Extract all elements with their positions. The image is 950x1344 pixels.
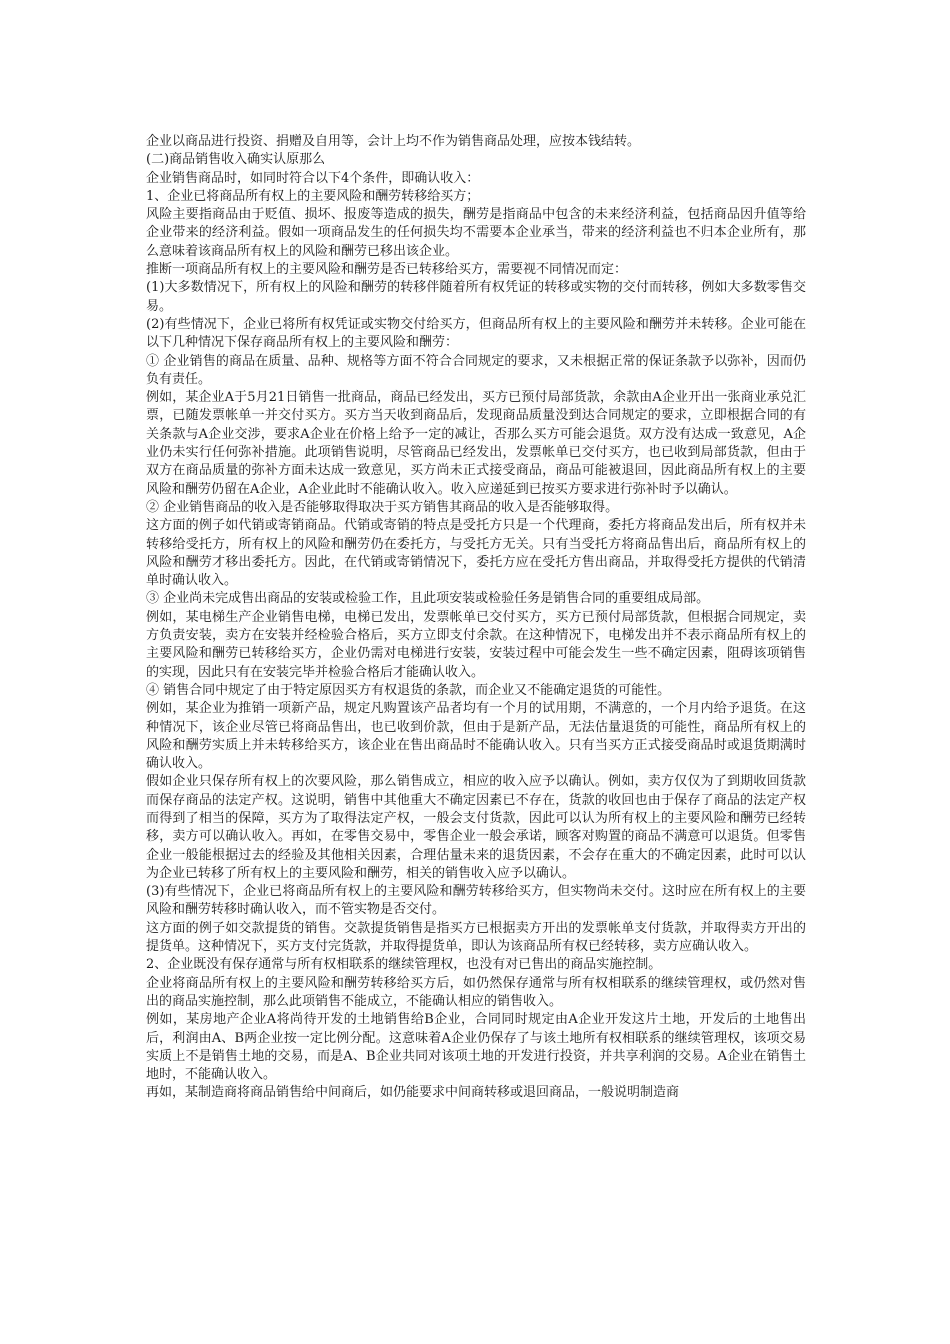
paragraph: ① 企业销售的商品在质量、品种、规格等方面不符合合同规定的要求，又未根据正常的保证条款予以弥补，因而仍负有责任。 xyxy=(146,353,806,387)
paragraph: 企业以商品进行投资、捐赠及自用等，会计上均不作为销售商品处理，应按本钱结转。 xyxy=(146,134,641,149)
condition-heading: 1、企业已将商品所有权上的主要风险和酬劳转移给买方； xyxy=(146,188,480,204)
paragraph: 推断一项商品所有权上的主要风险和酬劳是否已转移给买方，需要视不同情况而定： xyxy=(146,262,628,278)
paragraph: (2)有些情况下，企业已将所有权凭证或实物交付给买方，但商品所有权上的主要风险和酬劳并未转移。企业可能在以下几种情况下保存商品所有权上的主要风险和酬劳： xyxy=(146,316,806,351)
paragraph: ④ 销售合同中规定了由于特定原因买方有权退货的条款，而企业又不能确定退货的可能性。 xyxy=(146,682,671,698)
paragraph: 再如，某制造商将商品销售给中间商后，如仍能要求中间商转移或退回商品，一般说明制造商 xyxy=(146,1085,680,1101)
paragraph: 例如，某电梯生产企业销售电梯，电梯已发出，发票帐单已交付买方，买方已预付局部货款，但根据合同规定，卖方负责安装，卖方在安装并经检验合格后，买方立即支付余款。在这种情况下，电梯发出并不表示商品所有权上的主要风险和酬劳已转移给买方，企业仍需对电梯进行安装，安装过程中可能会发生一些不确定因素，阻碍该项销售的实现，因此只有在安装完毕并检验合格后才能确认收入。 xyxy=(146,609,806,680)
paragraph: 例如，某企业A于5月21日销售一批商品，商品已经发出，买方已预付局部货款，余款由A企业开出一张商业承兑汇票，已随发票帐单一并交付买方。买方当天收到商品后，发现商品质量没到达合同规定的要求，立即根据合同的有关条款与A企业交涉，要求A企业在价格上给予一定的减让，否那么买方可能会退货。双方没有达成一致意见，A企业仍未实行任何弥补措施。此项销售说明，尽管商品已经发出，发票帐单已交付买方，也已收到局部货款，但由于双方在商品质量的弥补方面未达成一致意见，买方尚未正式接受商品，商品可能被退回，因此商品所有权上的主要风险和酬劳仍留在A企业，A企业此时不能确认收入。收入应递延到已按买方要求进行弥补时予以确认。 xyxy=(146,390,806,497)
paragraph: 这方面的例子如代销或寄销商品。代销或寄销的特点是受托方只是一个代理商，委托方将商品发出后，所有权并未转移给受托方，所有权上的风险和酬劳仍在委托方，与受托方无关。只有当受托方将商品售出后，商品所有权上的风险和酬劳才移出委托方。因此，在代销或寄销情况下，委托方应在受托方售出商品，并取得受托方提供的代销清单时确认收入。 xyxy=(146,518,806,589)
paragraph: 例如，某企业为推销一项新产品，规定凡购置该产品者均有一个月的试用期，不满意的，一个月内给予退货。在这种情况下，该企业尽管已将商品售出，也已收到价款，但由于是新产品，无法估量退货的可能性，商品所有权上的风险和酬劳实质上并未转移给买方，该企业在售出商品时不能确认收入。只有当买方正式接受商品时或退货期满时确认收入。 xyxy=(146,701,806,772)
paragraph: ② 企业销售商品的收入是否能够取得取决于买方销售其商品的收入是否能够取得。 xyxy=(146,499,619,515)
paragraph: (3)有些情况下，企业已将商品所有权上的主要风险和酬劳转移给买方，但实物尚未交付。这时应在所有权上的主要风险和酬劳转移时确认收入，而不管实物是否交付。 xyxy=(146,884,806,918)
paragraph: 假如企业只保存所有权上的次要风险，那么销售成立，相应的收入应予以确认。例如，卖方仅仅为了到期收回货款而保存商品的法定产权。这说明，销售中其他重大不确定因素已不存在，货款的收回也由于保存了商品的法定产权而得到了相当的保障，买方为了取得法定产权，一般会支付货款，因此可以认为所有权上的主要风险和酬劳已经转移，卖方可以确认收入。再如，在零售交易中，零售企业一般会承诺，顾客对购置的商品不满意可以退货。但零售企业一般能根据过去的经验及其他相关因素，合理估量未来的退货因素，不会存在重大的不确定因素，此时可以认为企业已转移了所有权上的主要风险和酬劳，相关的销售收入应予以确认。 xyxy=(146,774,806,881)
paragraph: 企业将商品所有权上的主要风险和酬劳转移给买方后，如仍然保存通常与所有权相联系的继续管理权，或仍然对售出的商品实施控制，那么此项销售不能成立，不能确认相应的销售收入。 xyxy=(146,975,806,1009)
condition-heading: 2、企业既没有保存通常与所有权相联系的继续管理权，也没有对已售出的商品实施控制。 xyxy=(146,957,662,973)
paragraph: 风险主要指商品由于贬值、损坏、报废等造成的损失，酬劳是指商品中包含的未来经济利益，包括商品因升值等给企业带来的经济利益。假如一项商品发生的任何损失均不需要本企业承当，带来的经济利益也不归本企业所有，那么意味着该商品所有权上的风险和酬劳已移出该企业。 xyxy=(146,207,806,259)
paragraph: 企业销售商品时，如同时符合以下4个条件，即确认收入： xyxy=(146,170,480,186)
paragraph: (1)大多数情况下，所有权上的风险和酬劳的转移伴随着所有权凭证的转移或实物的交付而转移，例如大多数零售交易。 xyxy=(146,280,806,314)
paragraph: 例如，某房地产企业A将尚待开发的土地销售给B企业，合同同时规定由A企业开发这片土地，开发后的土地售出后，利润由A、B两企业按一定比例分配。这意味着A企业仍保存了与该土地所有权相联系的继续管理权，该项交易实质上不是销售土地的交易，而是A、B企业共同对该项土地的开发进行投资，并共享利润的交易。A企业在销售土地时，不能确认收入。 xyxy=(146,1012,806,1083)
document-body xyxy=(146,133,806,1103)
paragraph: ③ 企业尚未完成售出商品的安装或检验工作，且此项安装或检验任务是销售合同的重要组成局部。 xyxy=(146,591,710,607)
section-heading: (二)商品销售收入确实认原那么 xyxy=(146,152,326,168)
paragraph: 这方面的例子如交款提货的销售。交款提货销售是指买方已根据卖方开出的发票帐单支付货款，并取得卖方开出的提货单。这种情况下，买方支付完货款，并取得提货单，即认为该商品所有权已经转移，卖方应确认收入。 xyxy=(146,920,806,955)
